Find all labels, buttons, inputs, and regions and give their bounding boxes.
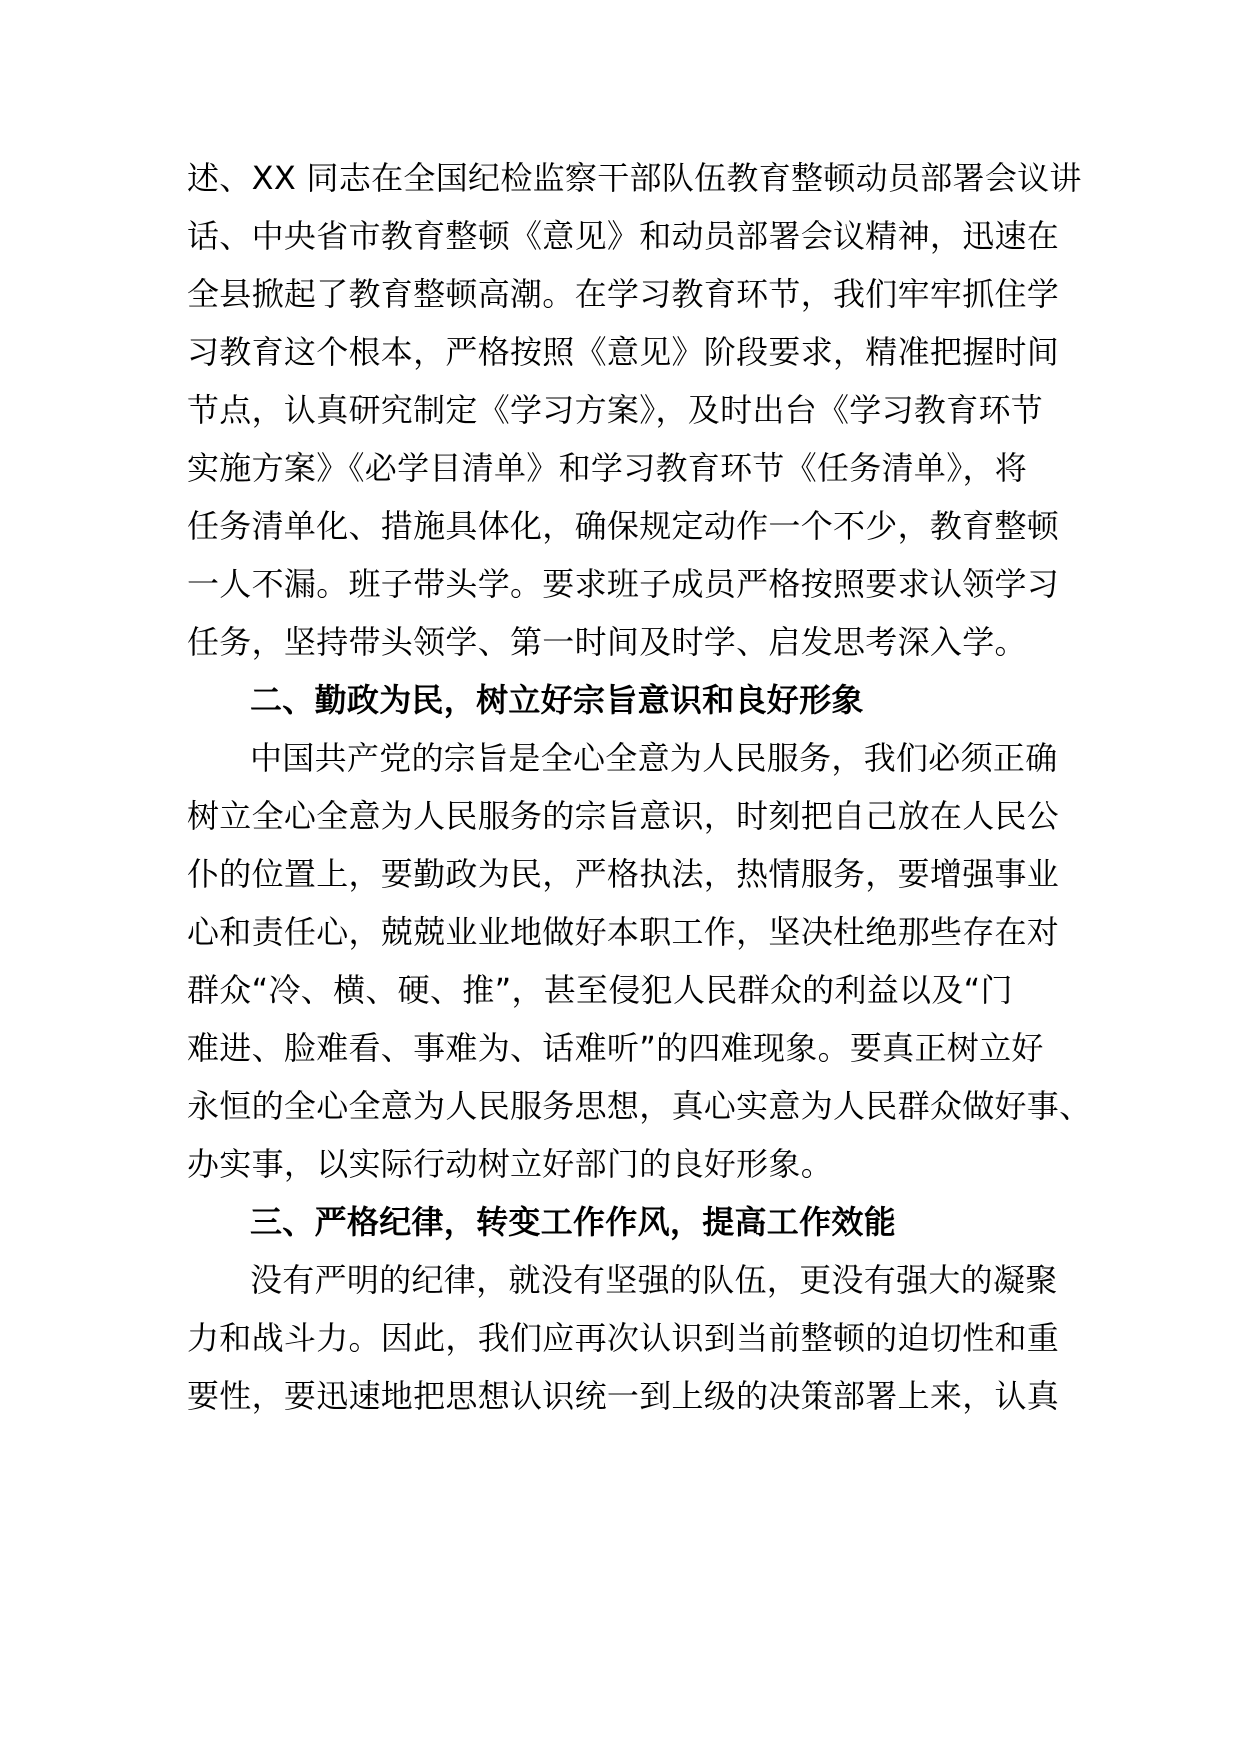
text-line: 实施方案》《必学目清单》和学习教育环节《任务清单》，将 [187,449,1028,487]
text-line: 任务，坚持带头领学、第一时间及时学、启发思考深入学。 [187,623,1027,661]
text-line: 力和战斗力。因此，我们应再次认识到当前整顿的迫切性和重 [187,1319,1060,1357]
text-line: 仆的位置上，要勤政为民，严格执法，热情服务，要增强事业 [187,855,1060,893]
text-line: 难进、脸难看、事难为、话难听”的四难现象。要真正树立好 [187,1029,1044,1067]
text-line: 任务清单化、措施具体化，确保规定动作一个不少，教育整顿 [187,507,1060,545]
text-line: 述、XX 同志在全国纪检监察干部队伍教育整顿动员部署会议讲 [187,159,1082,197]
paragraph-first-line: 中国共产党的宗旨是全心全意为人民服务，我们必须正确 [250,739,1058,777]
text-line: 全县掀起了教育整顿高潮。在学习教育环节，我们牢牢抓住学 [187,275,1060,313]
section-heading-2: 二、勤政为民，树立好宗旨意识和良好形象 [250,681,864,719]
text-line: 群众“冷、横、硬、推”，甚至侵犯人民群众的利益以及“门 [187,971,1013,1009]
text-line: 树立全心全意为人民服务的宗旨意识，时刻把自己放在人民公 [187,797,1060,835]
paragraph-first-line: 没有严明的纪律，就没有坚强的队伍，更没有强大的凝聚 [250,1261,1058,1299]
text-line: 心和责任心，兢兢业业地做好本职工作，坚决杜绝那些存在对 [187,913,1060,951]
text-line: 话、中央省市教育整顿《意见》和动员部署会议精神，迅速在 [187,217,1060,255]
text-line: 节点，认真研究制定《学习方案》，及时出台《学习教育环节 [187,391,1044,429]
text-line: 一人不漏。班子带头学。要求班子成员严格按照要求认领学习 [187,565,1060,603]
text-line: 要性，要迅速地把思想认识统一到上级的决策部署上来，认真 [187,1377,1060,1415]
text-line: 习教育这个根本，严格按照《意见》阶段要求，精准把握时间 [187,333,1060,371]
section-heading-3: 三、严格纪律，转变工作作风，提高工作效能 [250,1203,897,1241]
text-line: 永恒的全心全意为人民服务思想，真心实意为人民群众做好事、 [187,1087,1092,1125]
text-line: 办实事，以实际行动树立好部门的良好形象。 [187,1145,834,1183]
